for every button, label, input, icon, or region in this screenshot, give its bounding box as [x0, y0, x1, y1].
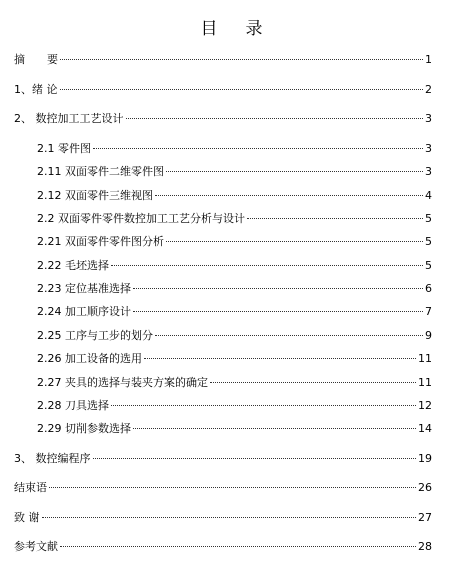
toc-page-number: 7: [425, 305, 432, 318]
toc-entry-2-23[interactable]: [37, 282, 432, 296]
toc-entry-conclusion[interactable]: [14, 481, 432, 495]
toc-page-number: 3: [425, 112, 432, 125]
toc-entry-abstract[interactable]: [14, 53, 432, 67]
toc-entry-acknowledgements[interactable]: [14, 511, 432, 525]
toc-leader: [133, 311, 423, 312]
toc-entry-2-11[interactable]: [37, 165, 432, 179]
toc-leader: [93, 148, 423, 149]
toc-label: 1、绪 论: [14, 83, 58, 96]
toc-leader: [144, 358, 416, 359]
toc-leader: [133, 428, 416, 429]
toc-page-number: 5: [425, 259, 432, 272]
toc-entry-2-22[interactable]: [37, 259, 432, 273]
toc-label: 结束语: [14, 481, 47, 494]
toc-label: 2.23 定位基准选择: [37, 282, 131, 295]
page-title: [0, 14, 465, 39]
toc-leader: [111, 265, 423, 266]
toc-page-number: 14: [418, 422, 432, 435]
toc-label: 摘 要: [14, 53, 58, 66]
toc-leader: [93, 458, 417, 459]
toc-label: 2.21 双面零件零件图分析: [37, 235, 164, 248]
toc-label: 2.28 刀具选择: [37, 399, 109, 412]
toc-page-number: 27: [418, 511, 432, 524]
toc-leader: [60, 59, 423, 60]
toc-leader: [155, 335, 423, 336]
toc-leader: [126, 118, 424, 119]
toc-label: 2、 数控加工工艺设计: [14, 112, 124, 125]
toc-entry-chapter-2[interactable]: [14, 112, 432, 126]
toc-leader: [111, 405, 416, 406]
toc-label: 参考文献: [14, 540, 58, 553]
toc-page-number: 3: [425, 142, 432, 155]
toc-page-number: 19: [418, 452, 432, 465]
toc-label: 2.29 切削参数选择: [37, 422, 131, 435]
toc-page-number: 26: [418, 481, 432, 494]
toc-leader: [166, 171, 423, 172]
toc-entry-2-24[interactable]: [37, 305, 432, 319]
toc-leader: [60, 89, 424, 90]
toc-entry-2-1[interactable]: [37, 142, 432, 156]
toc-label: 2.27 夹具的选择与装夹方案的确定: [37, 376, 208, 389]
toc-entry-2-12[interactable]: [37, 189, 432, 203]
toc-page-number: 9: [425, 329, 432, 342]
toc-leader: [247, 218, 423, 219]
title-char-1: 目: [200, 19, 220, 39]
toc-label: 2.12 双面零件三维视图: [37, 189, 153, 202]
toc-label: 2.11 双面零件二维零件图: [37, 165, 164, 178]
toc-page-number: 5: [425, 212, 432, 225]
toc-label: 2.22 毛坯选择: [37, 259, 109, 272]
toc-leader: [155, 195, 423, 196]
toc-entry-intro[interactable]: [14, 83, 432, 97]
toc-label: 2.24 加工顺序设计: [37, 305, 131, 318]
toc-entry-2-27[interactable]: [37, 376, 432, 390]
toc-page-number: 6: [425, 282, 432, 295]
toc-page-number: 1: [425, 53, 432, 66]
toc-page-number: 11: [418, 352, 432, 365]
toc-leader: [166, 241, 423, 242]
toc-page-number: 12: [418, 399, 432, 412]
title-char-2: 录: [245, 19, 265, 39]
toc-entry-2-26[interactable]: [37, 352, 432, 366]
toc-page-number: 4: [425, 189, 432, 202]
toc-page-number: 3: [425, 165, 432, 178]
toc-leader: [60, 546, 416, 547]
toc-label: 3、 数控编程序: [14, 452, 91, 465]
toc-entry-2-29[interactable]: [37, 422, 432, 436]
toc-page-number: 5: [425, 235, 432, 248]
toc-entry-references[interactable]: [14, 540, 432, 554]
toc-entry-chapter-3[interactable]: [14, 452, 432, 466]
toc-leader: [133, 288, 423, 289]
toc-page-number: 28: [418, 540, 432, 553]
toc-label: 2.1 零件图: [37, 142, 91, 155]
toc-label: 2.2 双面零件零件数控加工工艺分析与设计: [37, 212, 245, 225]
toc-entry-2-2[interactable]: [37, 212, 432, 226]
toc-label: 2.25 工序与工步的划分: [37, 329, 153, 342]
toc-leader: [210, 382, 416, 383]
toc-leader: [49, 487, 416, 488]
toc-entry-2-28[interactable]: [37, 399, 432, 413]
toc-label: 2.26 加工设备的选用: [37, 352, 142, 365]
toc-page-number: 2: [425, 83, 432, 96]
toc-entry-2-25[interactable]: [37, 329, 432, 343]
toc-leader: [42, 517, 417, 518]
toc-label: 致 谢: [14, 511, 40, 524]
toc-page-number: 11: [418, 376, 432, 389]
toc-entry-2-21[interactable]: [37, 235, 432, 249]
